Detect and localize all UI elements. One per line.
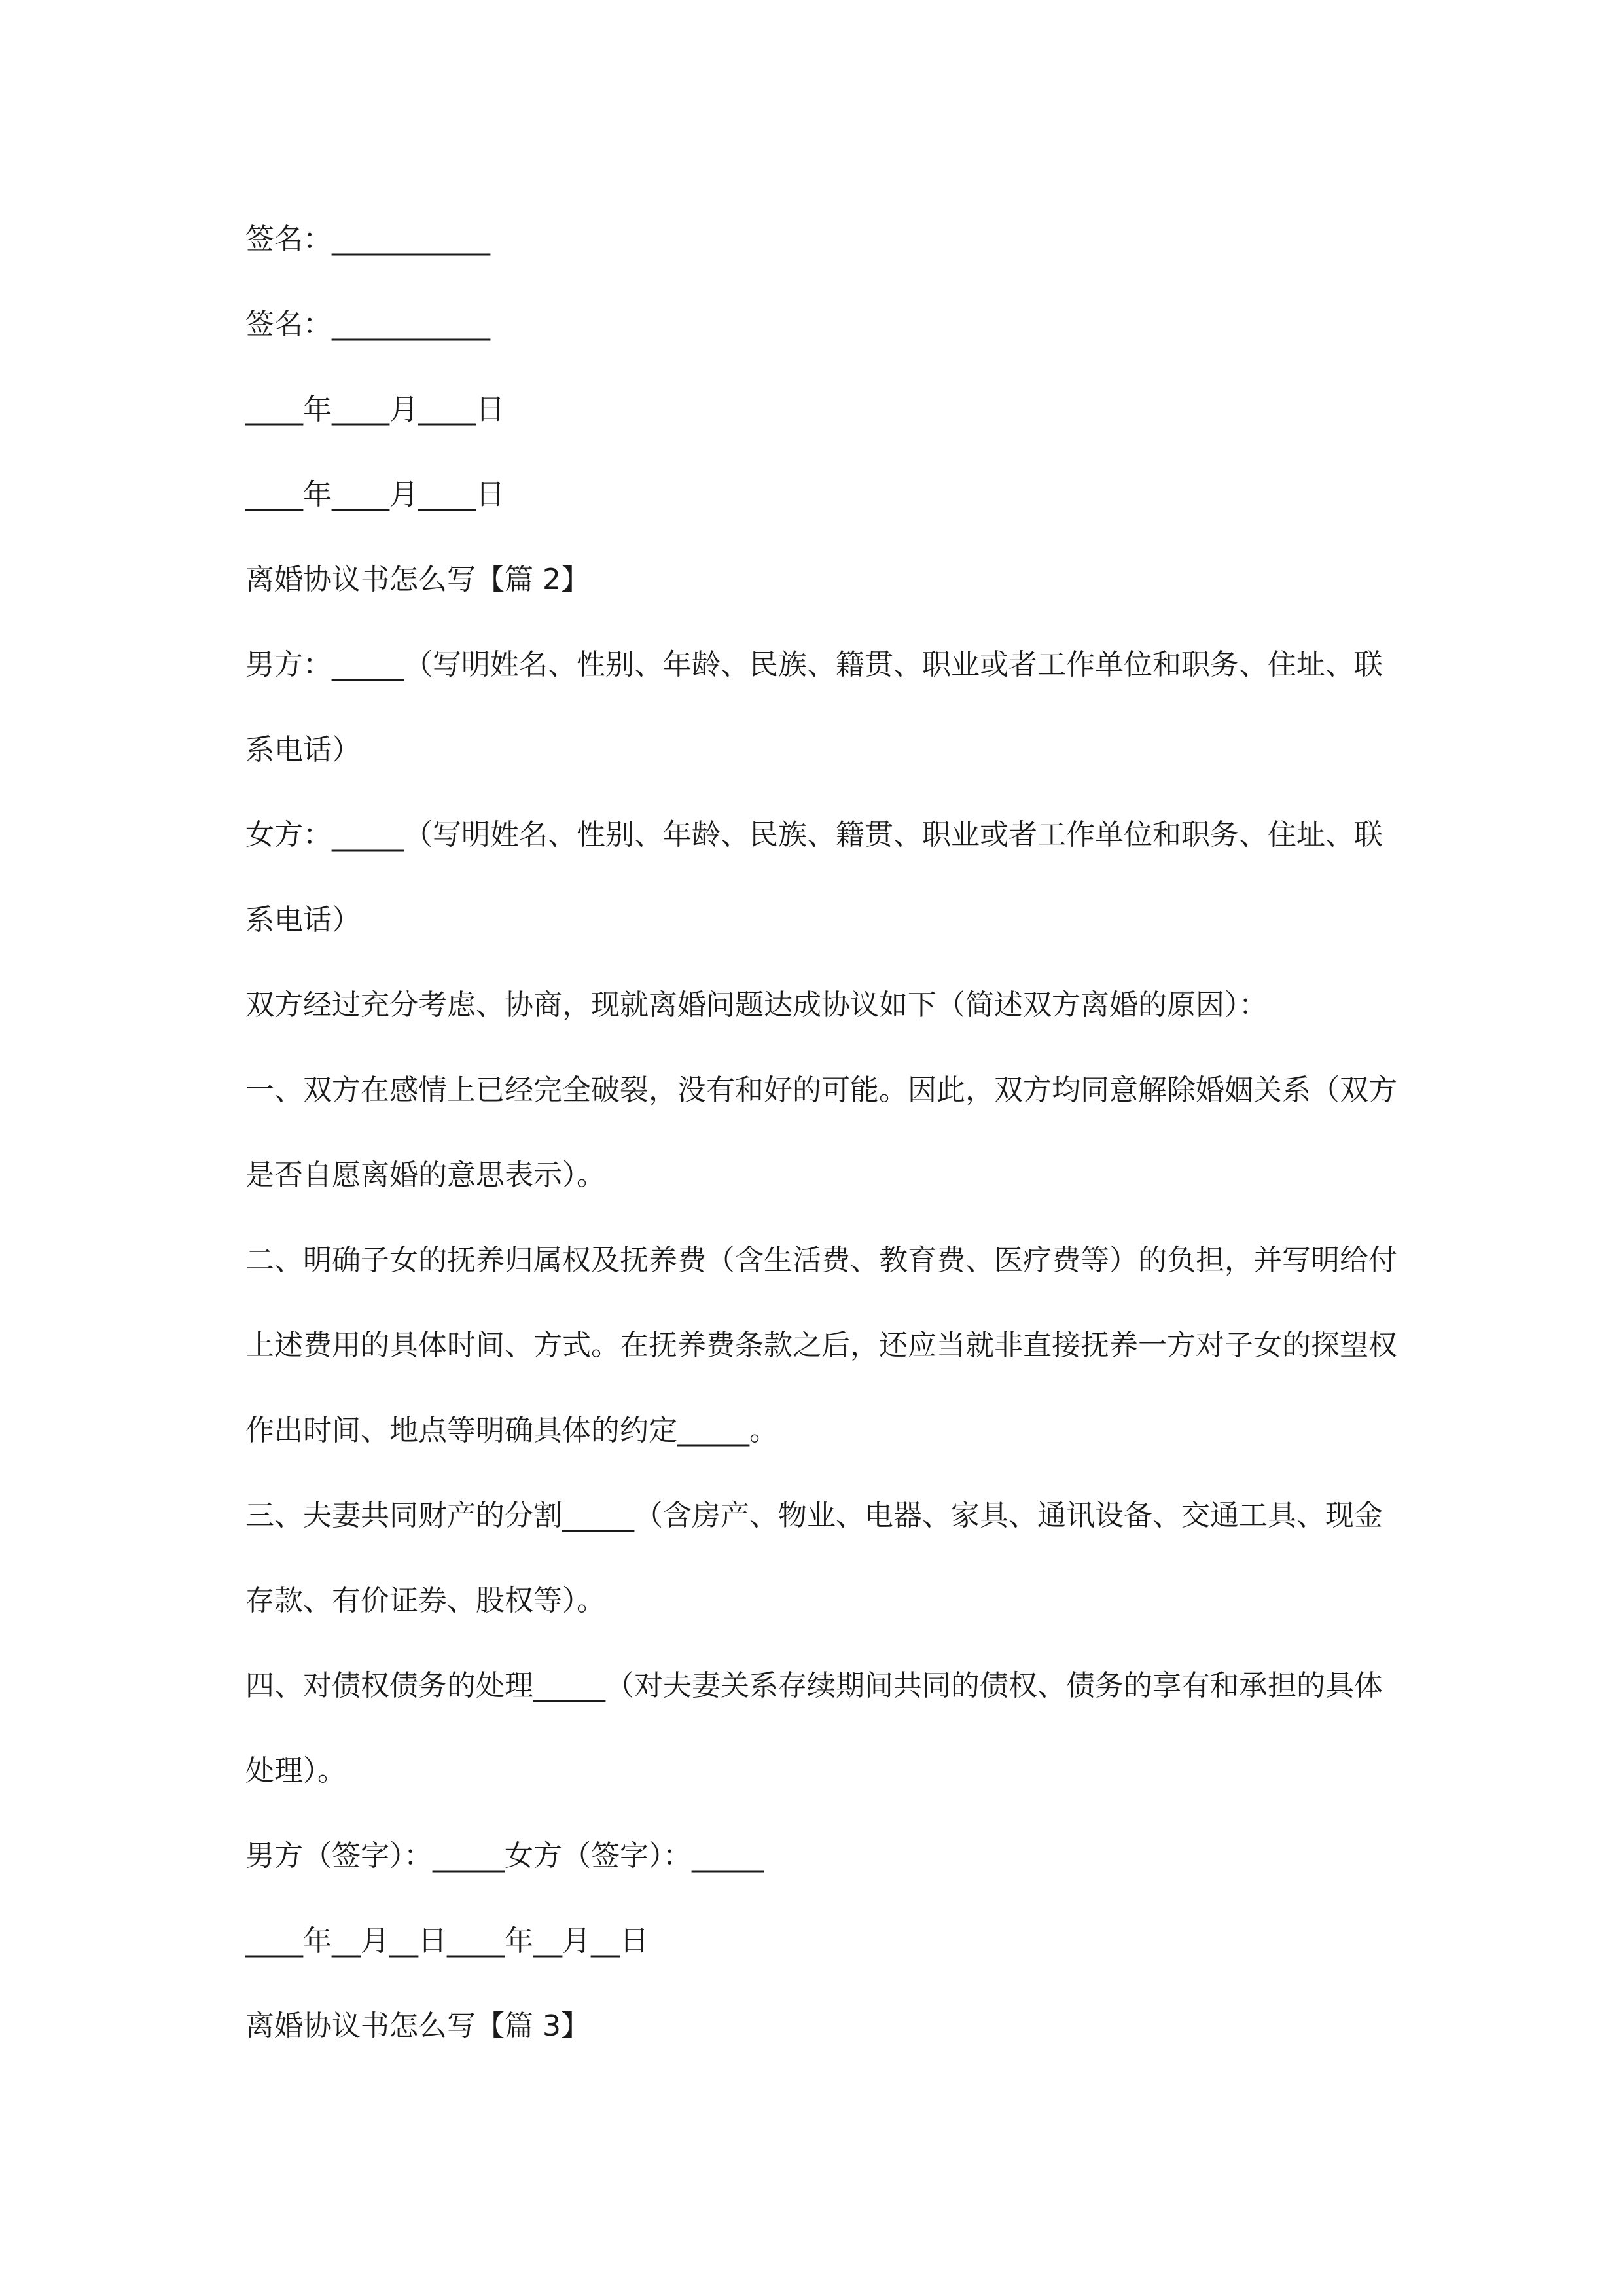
paragraph-line: 四、对债权债务的处理_____（对夫妻关系存续期间共同的债权、债务的享有和承担的具体: [245, 1669, 1383, 1702]
paragraph-line: 二、明确子女的抚养归属权及抚养费（含生活费、教育费、医疗费等）的负担，并写明给付: [245, 1244, 1397, 1277]
paragraph-line: 是否自愿离婚的意思表示）。: [245, 1158, 605, 1192]
paragraph-line: 女方：_____（写明姓名、性别、年龄、民族、籍贯、职业或者工作单位和职务、住址、联: [245, 818, 1383, 852]
date-pair-line: ____年__月__日____年__月__日: [245, 1924, 649, 1958]
paragraph-line: 作出时间、地点等明确具体的约定_____。: [245, 1414, 778, 1447]
paragraph-line: 男方：_____（写明姓名、性别、年龄、民族、籍贯、职业或者工作单位和职务、住址、联: [245, 648, 1383, 681]
section-heading-2: 离婚协议书怎么写【篇 2】: [245, 563, 590, 596]
signature-pair-line: 男方（签字）：_____女方（签字）：_____: [245, 1839, 764, 1873]
date-line-1: ____年____月____日: [245, 393, 505, 426]
paragraph-line: 存款、有价证券、股权等）。: [245, 1584, 605, 1617]
paragraph-line: 处理）。: [245, 1754, 346, 1787]
signature-line-1: 签名：___________: [245, 223, 490, 256]
paragraph-line: 一、双方在感情上已经完全破裂，没有和好的可能。因此，双方均同意解除婚姻关系（双方: [245, 1073, 1397, 1107]
paragraph-line: 三、夫妻共同财产的分割_____（含房产、物业、电器、家具、通讯设备、交通工具、现金: [245, 1499, 1383, 1532]
signature-line-2: 签名：___________: [245, 308, 490, 341]
paragraph-line: 上述费用的具体时间、方式。在抚养费条款之后，还应当就非直接抚养一方对子女的探望权: [245, 1329, 1397, 1362]
paragraph-line: 系电话）: [245, 733, 361, 766]
paragraph-line: 系电话）: [245, 903, 361, 937]
paragraph-line: 双方经过充分考虑、协商，现就离婚问题达成协议如下（简述双方离婚的原因）：: [245, 988, 1268, 1022]
section-heading-3: 离婚协议书怎么写【篇 3】: [245, 2009, 590, 2043]
date-line-2: ____年____月____日: [245, 478, 505, 511]
